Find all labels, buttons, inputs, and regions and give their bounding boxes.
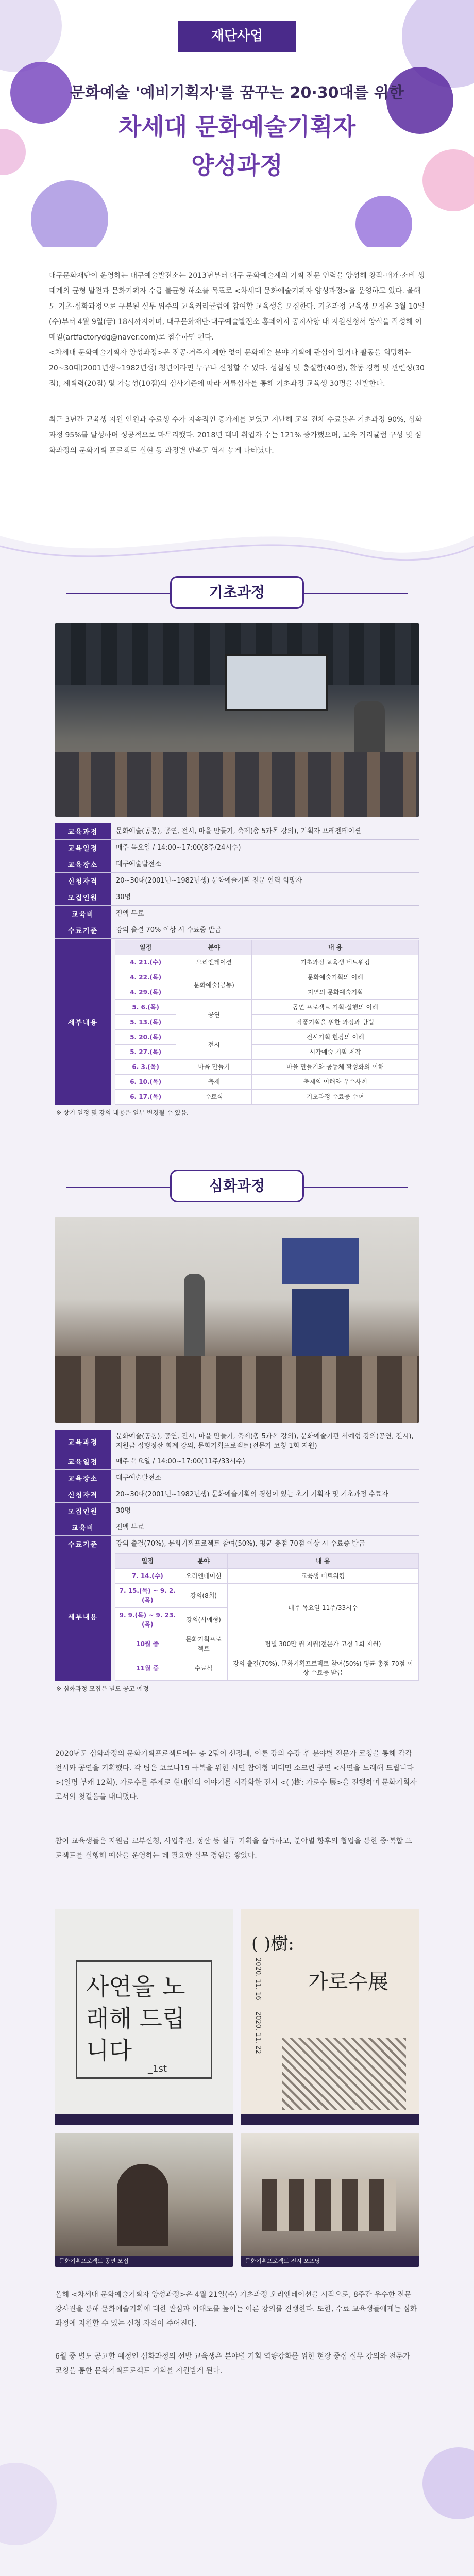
schedule-field: 문화예술(공통)	[176, 970, 252, 1000]
schedule-field: 강의(8회)	[180, 1584, 227, 1608]
table-row	[115, 1000, 419, 1015]
schedule-date: 6. 10.(목)	[115, 1075, 176, 1090]
advanced-class-photo	[55, 1217, 419, 1423]
table-row	[115, 1090, 419, 1105]
info-row	[55, 906, 419, 922]
decor-blob	[0, 0, 62, 72]
schedule-field: 수료식	[176, 1090, 252, 1105]
schedule-field: 전시	[176, 1030, 252, 1060]
page-title-line2: 양성과정	[191, 151, 283, 179]
info-label: 교육장소	[55, 856, 111, 872]
schedule-field: 축제	[176, 1075, 252, 1090]
schedule-field: 오리엔테이션	[180, 1569, 227, 1584]
info-row	[55, 1486, 419, 1503]
info-row	[55, 1519, 419, 1536]
decor-blob	[31, 180, 108, 247]
info-row-detail	[55, 939, 419, 1105]
schedule-content: 문화예술기획의 이해	[252, 970, 419, 985]
info-label: 세부내용	[55, 939, 111, 1105]
intro-paragraph: <차세대 문화예술기획자 양성과정>은 전공·거주지 제한 없이 문화예술 분야 기획에 관심이 있거나 활동을 희망하는 20~30대(2001년생~1982년생) 청년이라면 누구나 신청할 수 있다. 성실성 및 충실함(40점), 활동 경험 및 관련성(30점), 계획력(20점) 및 가능성(10점)의 심사기준에 따라 서류심사를 통해 기초과정 교육생 30명을 선발한다.	[49, 349, 425, 388]
poster-dates: 2020. 11. 16 — 2020. 11. 22	[254, 1958, 262, 2054]
decor-blob	[422, 2447, 474, 2519]
info-row	[55, 922, 419, 939]
basic-note: ※ 상기 일정 및 강의 내용은 일부 변경될 수 있음.	[56, 1109, 189, 1116]
poster-title: 사연을 노래해 드립니다	[86, 1973, 185, 2064]
table-row	[115, 1060, 419, 1075]
info-value: 문화예술(공통), 공연, 전시, 마을 만들기, 축제(총 5과목 강의), 문화예술기관 서예형 강의(공연, 전시), 지원금 집행정산 회계 강의, 문화기획프로젝트(전문가 코칭 1회 지원)	[116, 1433, 414, 1450]
schedule-field: 수료식	[180, 1656, 227, 1681]
photo-caption: 문화기획프로젝트 전시 오프닝	[241, 2256, 419, 2267]
info-row	[55, 1536, 419, 1552]
schedule-date: 7. 15.(목) ~ 9. 2.(목)	[115, 1584, 180, 1608]
info-value: 매주 목요일 / 14:00~17:00(11주/33시수)	[116, 1457, 245, 1465]
decor-blob	[356, 196, 412, 247]
schedule-date: 4. 22.(목)	[115, 970, 176, 985]
section-title-advanced: 심화과정	[170, 1170, 304, 1202]
info-label: 교육비	[55, 906, 111, 922]
schedule-date: 10월 중	[115, 1632, 180, 1656]
schedule-date: 5. 6.(목)	[115, 1000, 176, 1015]
schedule-date: 4. 29.(목)	[115, 985, 176, 1000]
category-badge: 재단사업	[178, 21, 296, 52]
info-label: 교육일정	[55, 840, 111, 856]
schedule-content: 작품기획을 위한 과정과 방법	[252, 1015, 419, 1030]
schedule-date: 5. 20.(목)	[115, 1030, 176, 1045]
table-row	[115, 1015, 419, 1030]
info-label: 모집인원	[55, 889, 111, 905]
hero-header	[0, 0, 474, 247]
info-row	[55, 1470, 419, 1486]
intro-paragraph: 최근 3년간 교육생 지원 인원과 수료생 수가 지속적인 증가세를 보였고 지난해 교육 전체 수료율은 기초과정 90%, 심화과정 95%를 달성하며 성공적으로 마무리했다. 2018년 대비 취업자 수는 121% 증가했으며, 교육 커리큘럼 구성 및 심화과정의 문화기획 프로젝트 실현 등 과정별 만족도 역시 높게 나타났다.	[49, 416, 422, 455]
schedule-content: 시각예술 기획 제작	[252, 1045, 419, 1060]
performance-photo	[55, 2133, 233, 2267]
info-label: 수료기준	[55, 922, 111, 938]
schedule-date: 6. 3.(목)	[115, 1060, 176, 1075]
info-row	[55, 873, 419, 889]
table-row	[115, 1584, 419, 1608]
table-row	[115, 970, 419, 985]
table-row	[115, 955, 419, 970]
info-row	[55, 840, 419, 856]
info-label: 교육장소	[55, 1470, 111, 1486]
info-row	[55, 856, 419, 873]
exhibition-photo	[241, 2133, 419, 2267]
schedule-content: 공연 프로젝트 기획·실행의 이해	[252, 1000, 419, 1015]
info-label: 신청자격	[55, 1486, 111, 1502]
poster-main-title: 가로수展	[308, 1970, 388, 1994]
schedule-field: 오리엔테이션	[176, 955, 252, 970]
info-value: 30명	[116, 893, 131, 901]
table-row	[115, 1632, 419, 1656]
schedule-date: 11월 중	[115, 1656, 180, 1681]
schedule-field: 강의(서예형)	[180, 1608, 227, 1632]
info-row	[55, 1453, 419, 1470]
schedule-header: 일정	[115, 940, 176, 955]
schedule-content: 기초과정 교육생 네트워킹	[252, 955, 419, 970]
decor-blob	[0, 2463, 57, 2545]
info-label: 교육비	[55, 1519, 111, 1535]
schedule-header: 분야	[180, 1554, 227, 1569]
table-row	[115, 1569, 419, 1584]
schedule-content: 전시기획 현장의 이해	[252, 1030, 419, 1045]
info-value: 전액 무료	[116, 909, 144, 918]
info-value: 매주 목요일 / 14:00~17:00(8주/24시수)	[116, 843, 241, 852]
schedule-content: 팀별 300만 원 지원(전문가 코칭 1회 지원)	[227, 1632, 418, 1656]
info-label: 신청자격	[55, 873, 111, 889]
closing-paragraph: 6월 중 별도 공고할 예정인 심화과정의 선발 교육생은 분야별 기획 역량강화를 위한 현장 중심 실무 강의와 전문가 코칭을 통한 문화기획프로젝트 기회를 지원받게 된다.	[55, 2352, 410, 2375]
schedule-header: 내 용	[252, 940, 419, 955]
schedule-date: 5. 27.(목)	[115, 1045, 176, 1060]
table-row	[115, 1656, 419, 1681]
basic-class-photo	[55, 623, 419, 817]
poster-song-stories	[55, 1909, 233, 2125]
intro-paragraph: 대구문화재단이 운영하는 대구예술발전소는 2013년부터 대구 문화예술계의 기획 전문 인력을 양성해 창작·매개·소비 생태계의 균형 발전과 문화기획자 수급 불균형 해소를 목표로 <차세대 문화예술기획자 양성과정>을 운영하고 있다. 올해도 기초·심화과정으로 구분된 실무 위주의 교육커리큘럼에 참여할 교육생을 모집한다. 기초과정 교육생 모집은 3월 10일(수)부터 4월 9일(금) 18시까지이며, 대구문화재단·대구예술발전소 홈페이지 공지사항 내 지원신청서 양식을 작성해 이메일(artfactorydg@naver.com)로 접수하면 된다.	[49, 272, 425, 342]
info-row-detail	[55, 1552, 419, 1681]
info-row	[55, 1430, 419, 1453]
info-value: 20~30대(2001년~1982년생) 문화예술기획의 경험이 있는 초기 기획자 및 기초과정 수료자	[116, 1490, 388, 1498]
schedule-date: 5. 13.(목)	[115, 1015, 176, 1030]
schedule-field: 공연	[176, 1000, 252, 1030]
advanced-info-table	[55, 1430, 419, 1696]
table-row	[115, 1030, 419, 1045]
schedule-date: 7. 14.(수)	[115, 1569, 180, 1584]
closing-paragraph: 올해 <차세대 문화예술기획자 양성과정>은 4월 21일(수) 기초과정 오리엔테이션을 시작으로, 8주간 우수한 전문 강사진을 통해 문화예술기획에 대한 관심과 이해도를 높이는 이론 강의를 진행한다. 또한, 수료 교육생들에게는 심화과정에 지원할 수 있는 신청 자격이 주어진다.	[55, 2291, 417, 2328]
info-value	[111, 939, 419, 1105]
info-value: 강의 출결(70%), 문화기획프로젝트 참여(50%), 평균 총점 70점 이상 시 수료증 발급	[116, 1539, 365, 1548]
schedule-content: 마을 만들기와 공동체 활성화의 이해	[252, 1060, 419, 1075]
advanced-paragraph: 참여 교육생들은 지원금 교부신청, 사업추진, 정산 등 실무 기획을 습득하고, 분야별 향후의 협업을 통한 중·복합 프로젝트를 실행해 예산을 운영하는 데 필요한 실무 경험을 쌓았다.	[55, 1837, 413, 1860]
wave-divider	[0, 515, 474, 577]
poster-street-trees	[241, 1909, 419, 2125]
schedule-header: 일정	[115, 1554, 180, 1569]
info-row	[55, 823, 419, 840]
photo-caption: 문화기획프로젝트 공연 모집	[55, 2256, 233, 2267]
schedule-header: 분야	[176, 940, 252, 955]
info-value: 강의 출결 70% 이상 시 수료증 발급	[116, 926, 222, 934]
page-title-line1: 차세대 문화예술기획자	[118, 113, 356, 141]
table-row	[115, 1045, 419, 1060]
schedule-content: 기초과정 수료증 수여	[252, 1090, 419, 1105]
info-label: 교육일정	[55, 1453, 111, 1469]
basic-info-table	[55, 823, 419, 1120]
info-value	[111, 1552, 419, 1681]
basic-schedule-table	[115, 940, 419, 1105]
table-row	[115, 985, 419, 1000]
schedule-date: 6. 17.(목)	[115, 1090, 176, 1105]
schedule-content: 축제의 이해와 우수사례	[252, 1075, 419, 1090]
schedule-content: 매주 목요일 11주/33시수	[227, 1584, 418, 1632]
info-value: 20~30대(2001년~1982년생) 문화예술기획 전문 인력 희망자	[116, 876, 302, 885]
schedule-date: 4. 21.(수)	[115, 955, 176, 970]
poster-paren-title: ( )樹:	[251, 1934, 294, 1954]
advanced-note: ※ 심화과정 모집은 별도 공고 예정	[56, 1685, 149, 1692]
schedule-content: 지역의 문화예술기획	[252, 985, 419, 1000]
info-row	[55, 1503, 419, 1519]
schedule-field: 문화기획프로젝트	[180, 1632, 227, 1656]
info-value: 전액 무료	[116, 1523, 144, 1531]
info-label: 세부내용	[55, 1552, 111, 1681]
info-label: 교육과정	[55, 823, 111, 839]
info-value: 대구예술발전소	[116, 1473, 161, 1482]
info-value: 문화예술(공통), 공연, 전시, 마을 만들기, 축제(총 5과목 강의), 기획자 프레젠테이션	[116, 827, 361, 835]
table-row	[115, 1075, 419, 1090]
schedule-date: 9. 9.(목) ~ 9. 23.(목)	[115, 1608, 180, 1632]
schedule-content: 강의 출결(70%), 문화기획프로젝트 참여(50%) 평균 총점 70점 이상 수료증 발급	[227, 1656, 418, 1681]
advanced-schedule-table	[115, 1553, 419, 1681]
info-label: 수료기준	[55, 1536, 111, 1552]
info-value: 30명	[116, 1506, 131, 1515]
page-subtitle: 문화예술 '예비기획자'를 꿈꾸는 20·30대를 위한	[70, 84, 404, 102]
info-label: 모집인원	[55, 1503, 111, 1519]
info-label: 교육과정	[55, 1430, 111, 1453]
schedule-content: 교육생 네트워킹	[227, 1569, 418, 1584]
info-value: 대구예술발전소	[116, 860, 161, 868]
schedule-field: 마을 만들기	[176, 1060, 252, 1075]
section-title-basic: 기초과정	[170, 576, 304, 609]
poster-subtitle: _1st	[148, 2063, 167, 2074]
info-row	[55, 889, 419, 906]
schedule-header: 내 용	[227, 1554, 418, 1569]
advanced-paragraph: 2020년도 심화과정의 문화기획프로젝트에는 총 2팀이 선정돼, 이론 강의 수강 후 분야별 전문가 코칭을 통해 각각 전시와 공연을 기획했다. 각 팀은 코로나19 극복을 위한 시민 참여형 비대면 소크린 공연 <사연을 노래해 드립니다>(일명 부캐 12회), 가로수를 주제로 현대인의 이야기를 시각화한 전시 <( )樹: 가로수 展>을 진행하며 문화기획자로서의 첫걸음을 내디뎠다.	[55, 1750, 417, 1801]
